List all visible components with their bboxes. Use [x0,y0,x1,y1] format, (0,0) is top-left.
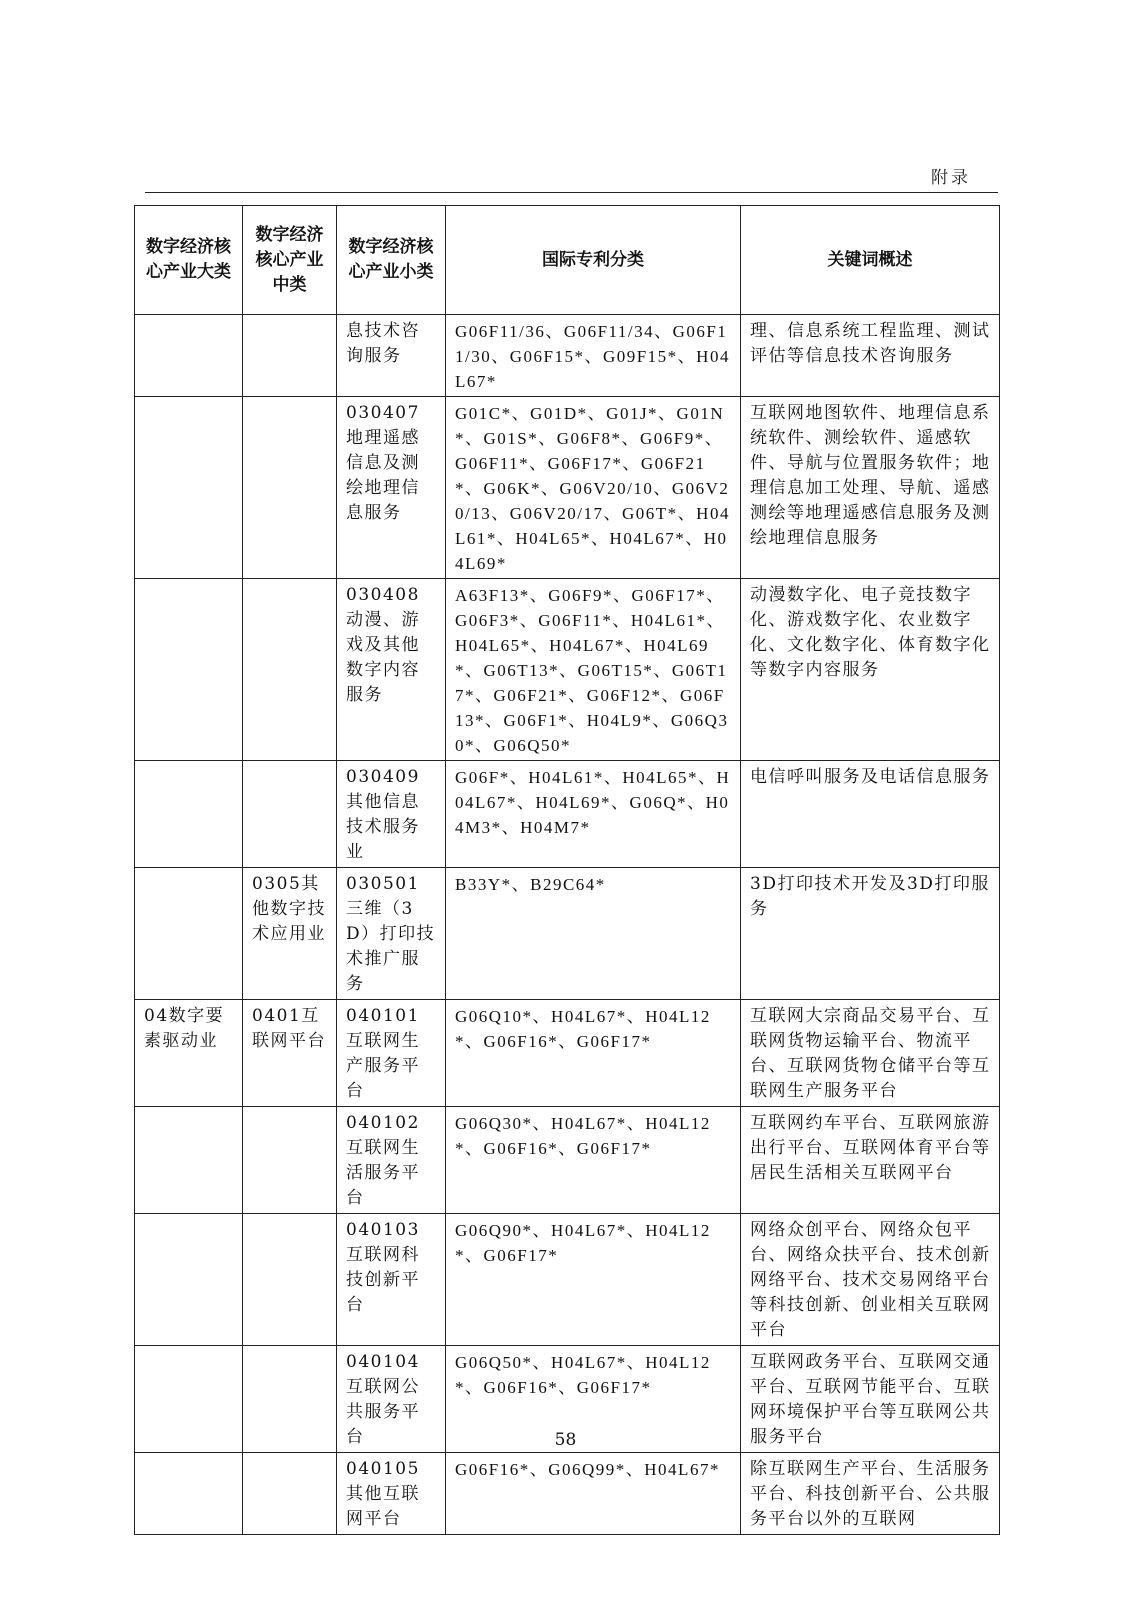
minor-category-cell: 040103互联网科技创新平台 [337,1214,446,1346]
keywords-cell: 理、信息系统工程监理、测试评估等信息技术咨询服务 [741,315,1000,397]
middle-category-cell [243,761,337,868]
header-rule [145,192,998,193]
patent-classification-cell: G06Q30*、H04L67*、H04L12*、G06F16*、G06F17* [446,1107,741,1214]
keywords-cell: 电信呼叫服务及电话信息服务 [741,761,1000,868]
middle-category-cell [243,1107,337,1214]
major-category-cell [135,397,243,579]
major-category-cell [135,315,243,397]
minor-category-cell: 030408动漫、游戏及其他数字内容服务 [337,579,446,761]
patent-classification-cell: G01C*、G01D*、G01J*、G01N*、G01S*、G06F8*、G06F9*、G06F11*、G06F17*、G06F21*、G06K*、G06V20/10、G06V20/13、G06V20/17、G06T*、H04L61*、H04L65*、H04L67*、H04L69* [446,397,741,579]
page-number: 58 [554,1430,577,1450]
column-header: 数字经济核心产业小类 [337,206,446,315]
middle-category-cell [243,315,337,397]
minor-category-cell: 030501三维（3D）打印技术推广服务 [337,868,446,1000]
middle-category-cell: 0305其他数字技术应用业 [243,868,337,1000]
table-row [135,1214,1000,1346]
column-header: 关键词概述 [741,206,1000,315]
major-category-cell [135,1214,243,1346]
keywords-cell: 网络众创平台、网络众包平台、网络众扶平台、技术创新网络平台、技术交易网络平台等科技创新、创业相关互联网平台 [741,1214,1000,1346]
major-category-cell [135,761,243,868]
classification-table [134,205,1000,1535]
keywords-cell: 互联网地图软件、地理信息系统软件、测绘软件、遥感软件、导航与位置服务软件；地理信息加工处理、导航、遥感测绘等地理遥感信息服务及测绘地理信息服务 [741,397,1000,579]
column-header: 国际专利分类 [446,206,741,315]
column-header: 数字经济核心产业中类 [243,206,337,315]
minor-category-cell: 030409其他信息技术服务业 [337,761,446,868]
middle-category-cell [243,579,337,761]
table-row [135,1107,1000,1214]
patent-classification-cell: G06F16*、G06Q99*、H04L67* [446,1453,741,1535]
table-header-row [135,206,1000,315]
major-category-cell [135,1453,243,1535]
minor-category-cell: 030407地理遥感信息及测绘地理信息服务 [337,397,446,579]
table-row [135,1453,1000,1535]
middle-category-cell [243,1214,337,1346]
patent-classification-cell: A63F13*、G06F9*、G06F17*、G06F3*、G06F11*、H04L61*、H04L65*、H04L67*、H04L69*、G06T13*、G06T15*、G06T17*、G06F21*、G06F12*、G06F13*、G06F1*、H04L9*、G06Q30*、G06Q50* [446,579,741,761]
section-label: 附录 [931,168,971,188]
keywords-cell: 除互联网生产平台、生活服务平台、科技创新平台、公共服务平台以外的互联网 [741,1453,1000,1535]
patent-classification-cell: B33Y*、B29C64* [446,868,741,1000]
column-header: 数字经济核心产业大类 [135,206,243,315]
table-row [135,397,1000,579]
table-row [135,1000,1000,1107]
middle-category-cell: 0401互联网平台 [243,1000,337,1107]
major-category-cell: 04数字要素驱动业 [135,1000,243,1107]
major-category-cell [135,579,243,761]
patent-classification-cell: G06Q10*、H04L67*、H04L12*、G06F16*、G06F17* [446,1000,741,1107]
middle-category-cell [243,397,337,579]
major-category-cell [135,868,243,1000]
keywords-cell: 3D打印技术开发及3D打印服务 [741,868,1000,1000]
keywords-cell: 互联网约车平台、互联网旅游出行平台、互联网体育平台等居民生活相关互联网平台 [741,1107,1000,1214]
patent-classification-cell: G06F*、H04L61*、H04L65*、H04L67*、H04L69*、G06Q*、H04M3*、H04M7* [446,761,741,868]
minor-category-cell: 息技术咨询服务 [337,315,446,397]
middle-category-cell [243,1453,337,1535]
patent-classification-cell: G06Q90*、H04L67*、H04L12*、G06F17* [446,1214,741,1346]
major-category-cell [135,1107,243,1214]
patent-classification-cell: G06F11/36、G06F11/34、G06F11/30、G06F15*、G09F15*、H04L67* [446,315,741,397]
minor-category-cell: 040105其他互联网平台 [337,1453,446,1535]
table-row [135,315,1000,397]
minor-category-cell: 040104互联网公共服务平台 [337,1346,446,1453]
minor-category-cell: 040101互联网生产服务平台 [337,1000,446,1107]
minor-category-cell: 040102互联网生活服务平台 [337,1107,446,1214]
table-row [135,761,1000,868]
patent-classification-cell: G06Q50*、H04L67*、H04L12*、G06F16*、G06F17* [446,1346,741,1453]
keywords-cell: 互联网政务平台、互联网交通平台、互联网节能平台、互联网环境保护平台等互联网公共服务平台 [741,1346,1000,1453]
keywords-cell: 互联网大宗商品交易平台、互联网货物运输平台、物流平台、互联网货物仓储平台等互联网生产服务平台 [741,1000,1000,1107]
table-row [135,868,1000,1000]
table-row [135,579,1000,761]
keywords-cell: 动漫数字化、电子竞技数字化、游戏数字化、农业数字化、文化数字化、体育数字化等数字内容服务 [741,579,1000,761]
